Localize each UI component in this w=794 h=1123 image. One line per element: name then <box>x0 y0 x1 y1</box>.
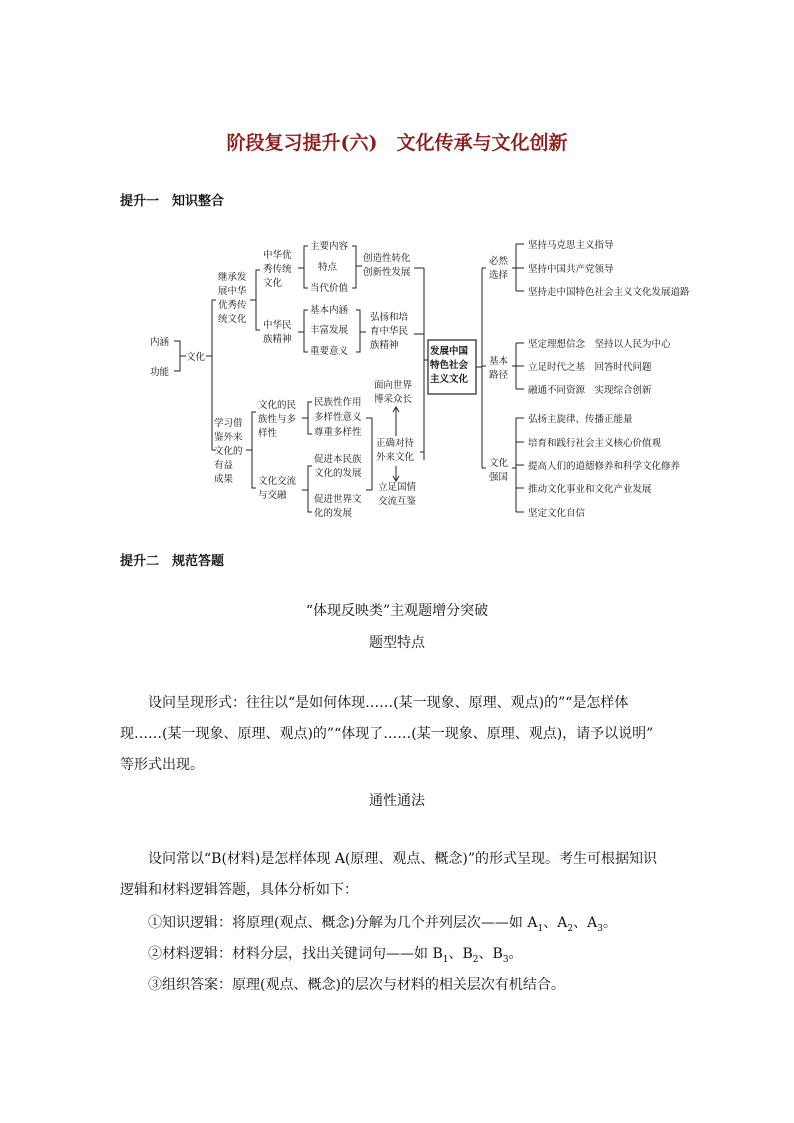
node-trad-2: 秀传统 <box>263 264 292 275</box>
item2-tail: 。 <box>508 946 523 962</box>
node-root-2: 功能 <box>150 367 170 378</box>
node-exch-a-1: 促进本民族 <box>314 454 362 465</box>
node-world-2: 博采众长 <box>374 394 413 405</box>
node-nat-item-2: 多样性意义 <box>314 412 362 423</box>
node-hub-3: 主义文化 <box>430 374 469 385</box>
node-must-item-1: 坚持马克思主义指导 <box>528 240 614 251</box>
node-hub-1: 发展中国 <box>430 346 469 357</box>
sub-1: 1 <box>537 923 544 934</box>
paragraph-features <box>120 688 680 781</box>
node-spirit-2: 族精神 <box>263 334 292 345</box>
sub-2: 2 <box>567 923 574 934</box>
node-strong-item-1: 弘扬主旋律、传播正能量 <box>528 414 633 425</box>
node-strong-item-2: 培育和践行社会主义核心价值观 <box>528 438 662 449</box>
method-item-1: ①知识逻辑：将原理(观点、概念)分解为几个并列层次——如 $A_1$、$A_2$、$A_3$。 <box>148 915 617 934</box>
node-strong-item-5: 坚定文化自信 <box>528 508 586 519</box>
node-spirit-item-3: 重要意义 <box>310 346 349 357</box>
paragraph-features-line-1: 设问呈现形式：往往以“是如何体现……(某一现象、原理、观点)的”“是怎样体 <box>148 695 629 711</box>
node-transform-2: 创新性发展 <box>363 267 411 278</box>
node-spirit-item-1: 基本内涵 <box>310 305 349 316</box>
method-item-2-text: ②材料逻辑：材料分层，找出关键词句——如 B <box>148 946 443 962</box>
sub-b3: 3 <box>502 954 509 965</box>
node-trad-3: 文化 <box>263 278 283 289</box>
node-promote-2: 育中华民 <box>370 326 409 337</box>
node-learn-2: 鉴外来 <box>214 432 243 443</box>
node-trad-item-1: 主要内容 <box>310 241 349 252</box>
node-must-1: 必然 <box>489 256 509 267</box>
paragraph-methods-line-1: 设问常以“B(材料)是怎样体现 A(原理、观点、概念)”的形式呈现。考生可根据知识 <box>148 851 658 867</box>
paragraph-methods-line-2: 逻辑和材料逻辑答题，具体分析如下： <box>120 882 358 898</box>
section-heading-2: 提升二 规范答题 <box>120 554 225 569</box>
node-inherit-3: 优秀传 <box>218 300 247 311</box>
node-learn-1: 学习借 <box>214 418 243 429</box>
paragraph-features-line-3: 等形式出现。 <box>120 757 204 773</box>
node-exch-1: 文化交流 <box>258 476 297 487</box>
node-promote-3: 族精神 <box>370 340 399 351</box>
item1-tail: 。 <box>602 915 617 931</box>
node-strong-item-4: 推动文化事业和文化产业发展 <box>528 484 652 495</box>
sep-b2: 、 <box>478 946 493 962</box>
node-nat-item-1: 民族性作用 <box>314 397 362 408</box>
node-inherit-4: 统文化 <box>218 314 247 325</box>
node-exch-b-1: 促进世界文 <box>314 494 362 505</box>
node-must-2: 选择 <box>489 270 509 281</box>
node-path-item-2: 立足时代之基 回答时代问题 <box>528 362 652 373</box>
node-strong-2: 强国 <box>489 472 509 483</box>
node-spirit-1: 中华民 <box>263 320 292 331</box>
subheading-features: 题型特点 <box>369 635 425 651</box>
node-exch-2: 与交融 <box>258 490 287 501</box>
node-nat-item-3: 尊重多样性 <box>314 427 362 438</box>
node-correct-1: 正确对待 <box>376 438 415 449</box>
sep-a1: 、 <box>543 915 558 931</box>
node-promote-1: 弘扬和培 <box>370 312 409 323</box>
node-trad-1: 中华优 <box>263 250 292 261</box>
node-must-item-3: 坚持走中国特色社会主义文化发展道路 <box>528 287 690 298</box>
node-learn-5: 成果 <box>214 474 234 485</box>
node-base-2: 交流互鉴 <box>378 496 417 507</box>
sep-a2: 、 <box>573 915 588 931</box>
node-nat-1: 文化的民 <box>258 400 297 411</box>
node-learn-3: 文化的 <box>214 446 243 457</box>
node-inherit-2: 展中华 <box>218 286 247 297</box>
node-path-item-1: 坚定理想信念 坚持以人民为中心 <box>528 339 671 350</box>
node-nat-3: 样性 <box>258 428 278 439</box>
node-transform-1: 创造性转化 <box>363 253 411 264</box>
node-exch-a-2: 文化的发展 <box>314 468 362 479</box>
node-path-2: 路径 <box>489 370 509 381</box>
node-hub-2: 特色社会 <box>430 360 469 371</box>
node-correct-2: 外来文化 <box>376 452 415 463</box>
node-learn-4: 有益 <box>214 460 234 471</box>
node-root-1: 内涵 <box>150 337 170 348</box>
node-trad-item-2: 特点 <box>318 262 338 273</box>
topic-heading: “体现反映类”主观题增分突破 <box>305 603 489 619</box>
node-path-1: 基本 <box>489 356 509 367</box>
sub-b2: 2 <box>472 954 479 965</box>
node-exch-b-2: 化的发展 <box>314 508 353 519</box>
method-item-3: ③组织答案：原理(观点、概念)的层次与材料的相关层次有机结合。 <box>148 977 565 993</box>
node-world-1: 面向世界 <box>374 380 413 391</box>
node-base-1: 立足国情 <box>378 482 417 493</box>
node-culture: 文化 <box>186 352 206 363</box>
method-item-1-text: ①知识逻辑：将原理(观点、概念)分解为几个并列层次——如 A <box>148 915 538 931</box>
node-must-item-2: 坚持中国共产党领导 <box>528 264 614 275</box>
node-strong-item-3: 提高人们的道德修养和科学文化修养 <box>528 461 681 472</box>
node-spirit-item-2: 丰富发展 <box>310 325 349 336</box>
sep-b1: 、 <box>448 946 463 962</box>
knowledge-tree-diagram <box>0 0 794 540</box>
subheading-methods: 通性通法 <box>369 793 425 809</box>
node-path-item-3: 融通不同资源 实现综合创新 <box>528 385 652 396</box>
page-title: 阶段复习提升(六) 文化传承与文化创新 <box>226 132 568 154</box>
node-trad-item-3: 当代价值 <box>310 283 349 294</box>
node-inherit-1: 继承发 <box>218 272 247 283</box>
section-heading-1: 提升一 知识整合 <box>120 194 225 209</box>
sub-3: 3 <box>597 923 603 934</box>
node-nat-2: 族性与多 <box>258 414 297 425</box>
sub-b1: 1 <box>442 954 449 965</box>
node-strong-1: 文化 <box>489 458 509 469</box>
method-item-2: ②材料逻辑：材料分层，找出关键词句——如 $B_1$、$B_2$、$B_3$。 <box>148 946 523 965</box>
paragraph-methods <box>120 844 680 906</box>
paragraph-features-line-2: 现……(某一现象、原理、观点)的”“体现了……(某一现象、原理、观点)，请予以说明” <box>120 726 654 742</box>
